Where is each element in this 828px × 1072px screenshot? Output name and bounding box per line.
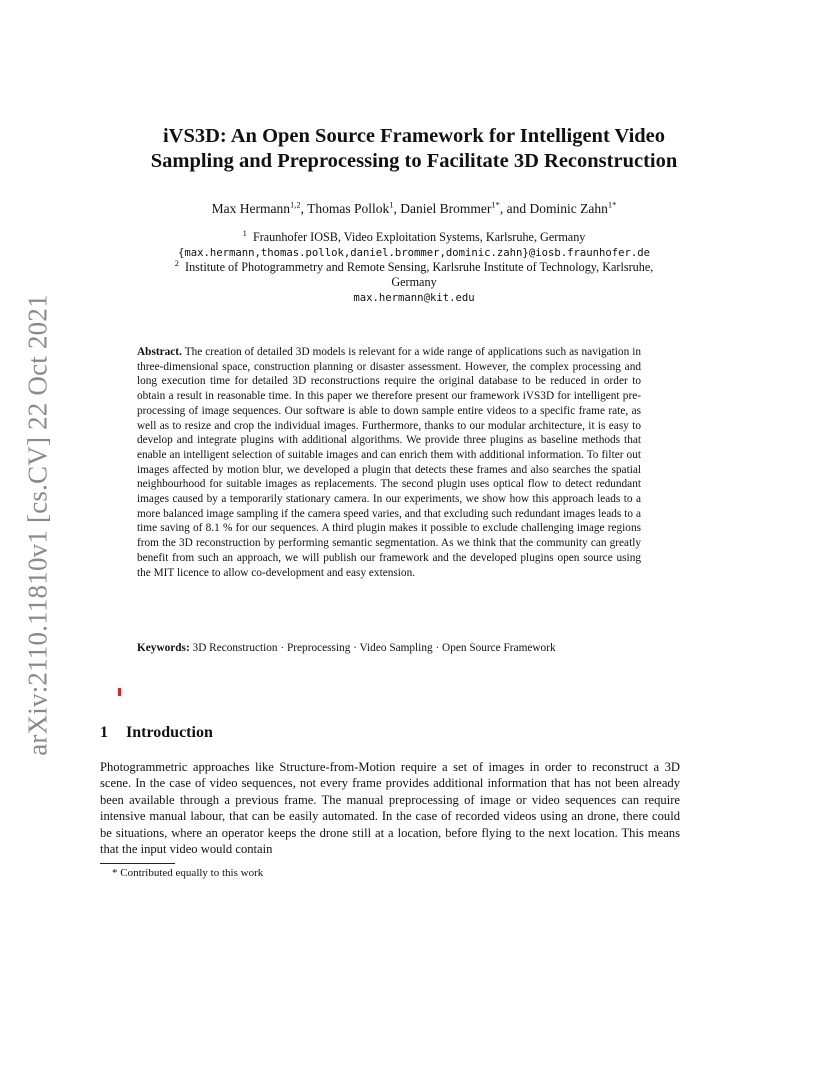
affiliation-1: $^1$ Fraunhofer IOSB, Video Exploitation Systems, Karlsruhe, Germany: [242, 227, 586, 244]
author-list: [0, 201, 828, 217]
abstract-text: The creation of detailed 3D models is relevant for a wide range of applications such as navigation in three-dimensional space, construction planning or disaster assessment. However, the complex processing and long execution time for detailed 3D reconstructions require the original database to be reduced in order to obtain a result in reasonable time. In this paper we therefore present our framework iVS3D for intelligent pre-processing of image sequences. Our software is able to down sample entire videos to a specific frame rate, as well as to resize and crop the individual images. Furthermore, thanks to our modular architecture, it is easy to develop and integrate plugins with additional algorithms. We provide three plugins as baseline methods that enable an intelligent selection of suitable images and can enrich them with additional information. To filter out images affected by motion blur, we developed a plugin that detects these frames and also searches the spatial neighbourhood for suitable images as replacements. The second plugin uses optical flow to detect redundant images caused by a temporarily stationary camera. In our experiments, we show how this approach leads to a more balanced image sampling if the camera speed varies, and that excluding such redundant images leads to a time saving of 8.1 % for our sequences. A third plugin makes it possible to exclude challenging image regions from the 3D reconstruction by performing semantic segmentation. As we think that the community can greatly benefit from such an approach, we will publish our framework and the developed plugins open source using the MIT licence to allow co-development and easy extension.: [137, 346, 642, 579]
section-heading-introduction: [100, 724, 213, 742]
affiliation-1-email: {max.hermann,thomas.pollok,daniel.brommer,dominic.zahn}@iosb.fraunhofer.de: [177, 247, 650, 259]
author-4: Dominic Zahn$^{1*}$: [529, 199, 617, 216]
keywords-text: 3D Reconstruction · Preprocessing · Video Sampling · Open Source Framework: [192, 642, 556, 654]
affiliation-2-country: Germany: [391, 275, 437, 289]
footnote-text: Contributed equally to this work: [120, 867, 264, 879]
arxiv-identifier-stamp: arXiv:2110.11810v1 [cs.CV] 22 Oct 2021: [22, 294, 53, 756]
paper-title: [0, 124, 828, 174]
footnote-mark: *: [112, 867, 118, 879]
author-3: Daniel Brommer$^{1*}$, and: [400, 199, 530, 216]
section-number: 1: [100, 724, 108, 741]
affiliation-2: $^2$ Institute of Photogrammetry and Remote Sensing, Karlsruhe Institute of Technology, Karlsruhe,: [174, 257, 654, 274]
footnote-rule: [100, 863, 175, 864]
abstract-label: Abstract.: [137, 346, 182, 358]
author-1: Max Hermann$^{1,2}$,: [211, 199, 308, 216]
title-line-2: Sampling and Preprocessing to Facilitate 3D Reconstruction: [150, 150, 678, 172]
section-title: Introduction: [126, 724, 213, 741]
introduction-paragraph: Photogrammetric approaches like Structure-from-Motion require a set of images in order to reconstruct a 3D scene. In the case of video sequences, not every frame provides additional information that has not been already been available through a previous frame. The manual preprocessing of image or video sequences can require intensive manual labour, that can be easily automated. In the case of recorded videos using an drone, there could be situations, where an operator keeps the drone still at a location, before flying to the next location. This means that the input video would contain: [100, 760, 680, 857]
title-line-1: iVS3D: An Open Source Framework for Intelligent Video: [162, 125, 666, 147]
affiliation-2-email: max.hermann@kit.edu: [353, 292, 475, 304]
keywords-label: Keywords:: [137, 642, 190, 654]
footnote: [112, 867, 263, 879]
abstract: [137, 345, 641, 580]
author-2: Thomas Pollok$^1$,: [307, 199, 401, 216]
keywords: [137, 642, 657, 654]
red-marker: [118, 688, 121, 696]
